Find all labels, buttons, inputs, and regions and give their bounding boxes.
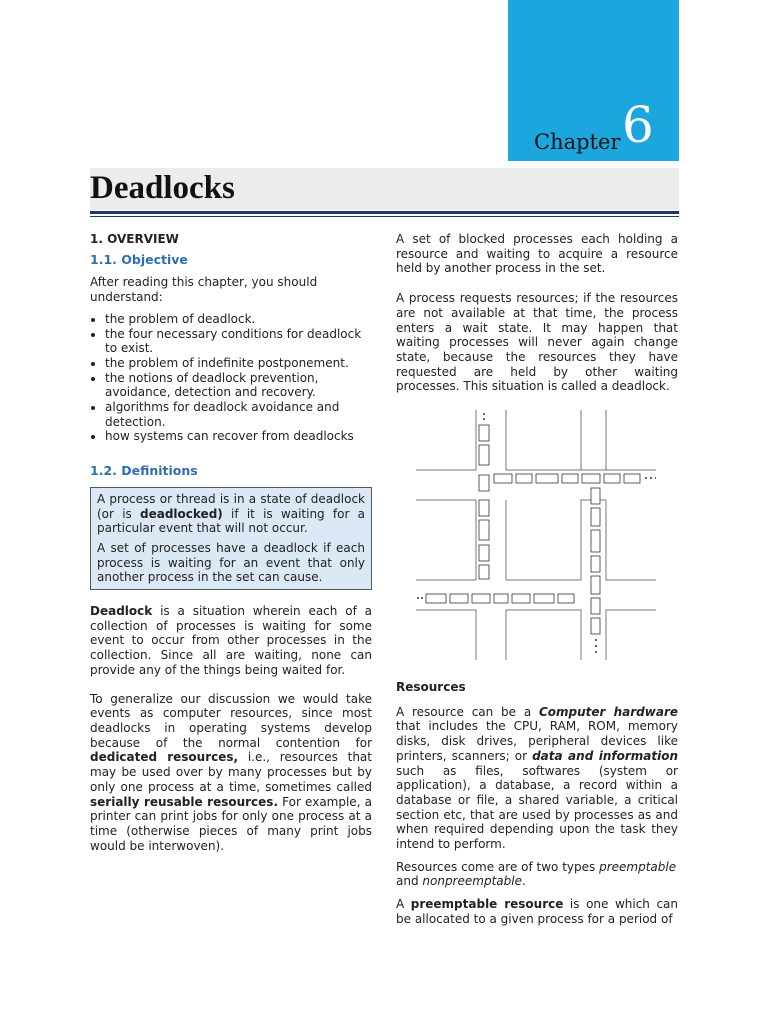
left-column	[90, 232, 372, 853]
resource-paragraph: A resource can be a Computer hardware that includes the CPU, RAM, ROM, memory disks, disk drives, peripheral devices like printers, scanners; or data and information such as files, softwares (system or application), a database, a record within a database or file, a shared variable, a critical section etc, that are used by processes as and when required depending upon the task they intend to perform.	[396, 704, 679, 852]
chapter-number: 6	[622, 96, 654, 154]
list-item: • the problem of indefinite postponement.	[105, 356, 372, 371]
right-column	[396, 232, 678, 927]
objective-heading: 1.1. Objective	[90, 251, 188, 267]
blocked-set-paragraph: A set of blocked processes each holding a resource and waiting to acquire a resource held by another process in the set.	[396, 232, 678, 276]
list-item: • algorithms for deadlock avoidance and detection.	[105, 400, 372, 429]
title-rule	[90, 211, 679, 214]
list-item: • the four necessary conditions for deadlock to exist.	[105, 327, 372, 356]
generalize-paragraph: To generalize our discussion we would take events as computer resources, since most deadlocks in operating systems develop because of the normal contention for dedicated resources, i.e., resources that may be used over by many processes but by only one process at a time, sometimes called serially reusable resources. For example, a printer can print jobs for only one process at a time (otherwise pieces of many print jobs would be interwoven).	[90, 691, 373, 853]
chapter-label: Chapter	[534, 130, 621, 154]
resources-heading: Resources	[396, 680, 466, 695]
page-title: Deadlocks	[90, 170, 235, 206]
definition-box	[90, 487, 372, 590]
definitions-heading: 1.2. Definitions	[90, 463, 198, 479]
preemptable-paragraph: A preemptable resource is one which can be allocated to a given process for a period of	[396, 897, 679, 926]
list-item: • how systems can recover from deadlocks	[105, 429, 372, 444]
traffic-deadlock-illustration	[416, 410, 656, 660]
definition-paragraph: A process or thread is in a state of deadlock (or is deadlocked) if it is waiting for a particular event that will not occur.	[97, 491, 365, 536]
definition-paragraph: A set of processes have a deadlock if each process is waiting for an event that only another process in the set can cause.	[97, 540, 365, 585]
list-item: • the notions of deadlock prevention, avoidance, detection and recovery.	[105, 371, 372, 400]
deadlock-definition: Deadlock is a situation wherein each of a collection of processes is waiting for some event to occur from other processes in the collection. Since all are waiting, none can provide any of the things being waited for.	[90, 604, 372, 677]
request-paragraph: A process requests resources; if the resources are not available at that time, the process enters a wait state. It may happen that waiting processes will never again change state, because the resources they have requested are held by other waiting processes. This situation is called a deadlock.	[396, 291, 678, 394]
overview-heading: 1. OVERVIEW	[90, 232, 179, 246]
resource-types-paragraph: Resources come are of two types preemptable and nonpreemptable.	[396, 859, 677, 889]
objective-list	[90, 312, 372, 444]
objective-intro: After reading this chapter, you should understand:	[90, 275, 318, 305]
list-item: • the problem of deadlock.	[105, 312, 372, 327]
title-rule-thin	[90, 216, 679, 217]
